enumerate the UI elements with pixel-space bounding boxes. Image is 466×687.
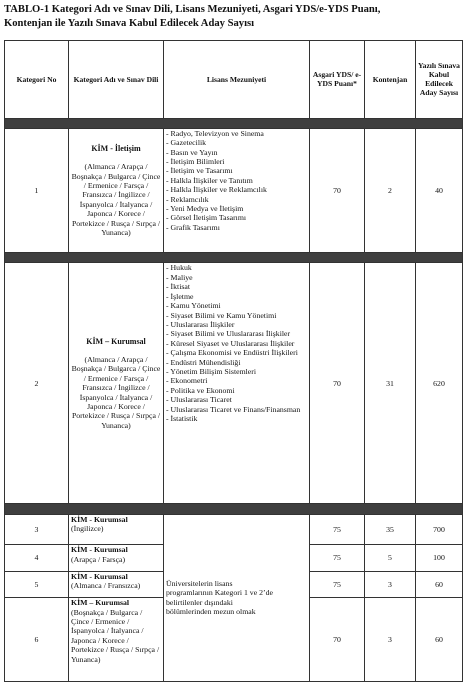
cell-no: 1 xyxy=(5,128,69,253)
lisans-item: - Gazetecilik xyxy=(166,138,307,147)
cell-no: 4 xyxy=(5,545,69,572)
cell-aday: 100 xyxy=(416,545,463,572)
table-row xyxy=(5,263,463,504)
cell-aday: 60 xyxy=(416,598,463,682)
header-lisans: Lisans Mezuniyeti xyxy=(164,41,310,119)
separator xyxy=(5,504,463,514)
lisans-item: - İktisat xyxy=(166,282,307,291)
cell-lisans xyxy=(164,263,310,504)
cell-kontenjan: 31 xyxy=(365,263,416,504)
separator-row xyxy=(5,253,463,263)
cell-no: 2 xyxy=(5,263,69,504)
cell-aday: 620 xyxy=(416,263,463,504)
lisans-list xyxy=(166,263,307,423)
lisans-item: - Uluslararası Ticaret ve Finans/Finansman xyxy=(166,405,307,414)
lisans-item: - İletişim ve Tasarımı xyxy=(166,166,307,175)
kategori-langs: (Almanca / Arapça / Boşnakça / Bulgarca / Çince / Ermenice / Farsça / Fransızca / İngilizce / İspanyolca / İtalyanca / Japonca / Korece / Portekizce / Rusça / Sırpça / Yunanca) xyxy=(71,355,161,430)
lisans-item: - Siyaset Bilimi ve Kamu Yönetimi xyxy=(166,311,307,320)
lisans-item: - Radyo, Televizyon ve Sinema xyxy=(166,129,307,138)
cell-kategori xyxy=(69,545,164,572)
cell-yds: 75 xyxy=(310,514,365,545)
cell-no: 5 xyxy=(5,571,69,598)
table-row xyxy=(5,128,463,253)
lisans-item: - Reklamcılık xyxy=(166,195,307,204)
merged-line: bölümlerinden mezun olmak xyxy=(166,607,256,617)
title-line-2: Kontenjan ile Yazılı Sınava Kabul Edilecek Aday Sayısı xyxy=(4,17,255,29)
cell-no: 6 xyxy=(5,598,69,682)
cell-yds: 70 xyxy=(310,263,365,504)
kategori-langs: (Boşnakça / Bulgarca / Çince / Ermenice / İspanyolca / İtalyanca / Japonca / Korece / Portekizce / Rusça / Sırpça / Yunanca) xyxy=(71,607,160,664)
cell-yds: 70 xyxy=(310,128,365,253)
table-row xyxy=(5,514,463,545)
lisans-item: - Yönetim Bilişim Sistemleri xyxy=(166,367,307,376)
lisans-item: - Endüstri Mühendisliği xyxy=(166,358,307,367)
title-line-1: TABLO-1 Kategori Adı ve Sınav Dili, Lisans Mezuniyeti, Asgari YDS/e-YDS Puanı, xyxy=(4,4,381,15)
kategori-name: KİM - Kurumsal xyxy=(71,571,128,581)
lisans-item: - Kamu Yönetimi xyxy=(166,301,307,310)
lisans-item: - Yeni Medya ve İletişim xyxy=(166,204,307,213)
cell-kategori xyxy=(69,514,164,545)
separator-row xyxy=(5,118,463,128)
cell-kontenjan: 3 xyxy=(365,571,416,598)
cell-kontenjan: 3 xyxy=(365,598,416,682)
cell-kategori xyxy=(69,263,164,504)
lisans-item: - Grafik Tasarımı xyxy=(166,223,307,232)
separator-row xyxy=(5,504,463,514)
lisans-item: - İşletme xyxy=(166,292,307,301)
separator xyxy=(5,118,463,128)
cell-aday: 60 xyxy=(416,571,463,598)
lisans-item: - İstatistik xyxy=(166,414,307,423)
lisans-item: - Küresel Siyaset ve Uluslararası İlişkiler xyxy=(166,339,307,348)
cell-lisans xyxy=(164,128,310,253)
header-kategori-adi: Kategori Adı ve Sınav Dili xyxy=(69,41,164,119)
cell-kategori xyxy=(69,598,164,682)
merged-line: belirtilenler dışındaki xyxy=(166,597,233,607)
kategori-name: KİM - İletişim xyxy=(91,143,141,153)
header-row xyxy=(5,41,463,119)
kategori-langs: (Almanca / Fransızca) xyxy=(71,581,141,591)
lisans-list xyxy=(166,129,307,232)
cell-kategori xyxy=(69,128,164,253)
lisans-item: - İletişim Bilimleri xyxy=(166,157,307,166)
lisans-item: - Görsel İletişim Tasarımı xyxy=(166,213,307,222)
cell-aday: 700 xyxy=(416,514,463,545)
cell-aday: 40 xyxy=(416,128,463,253)
lisans-item: - Siyaset Bilimi ve Uluslararası İlişkiler xyxy=(166,329,307,338)
cell-yds: 75 xyxy=(310,545,365,572)
lisans-item: - Hukuk xyxy=(166,263,307,272)
lisans-item: - Çalışma Ekonomisi ve Endüstri İlişkileri xyxy=(166,348,307,357)
cell-lisans-merged xyxy=(164,514,310,681)
cell-no: 3 xyxy=(5,514,69,545)
lisans-item: - Uluslararası İlişkiler xyxy=(166,320,307,329)
kategori-langs: (Arapça / Farsça) xyxy=(71,554,126,564)
lisans-item: - Halkla İlişkiler ve Tanıtım xyxy=(166,176,307,185)
cell-kontenjan: 2 xyxy=(365,128,416,253)
kategori-name: KİM – Kurumsal xyxy=(71,598,130,608)
lisans-item: - Ekonometri xyxy=(166,376,307,385)
lisans-item: - Maliye xyxy=(166,273,307,282)
cell-kontenjan: 35 xyxy=(365,514,416,545)
kategori-name: KİM - Kurumsal xyxy=(71,514,128,524)
kategori-name: KİM – Kurumsal xyxy=(86,336,146,346)
lisans-item: - Politika ve Ekonomi xyxy=(166,386,307,395)
cell-kategori xyxy=(69,571,164,598)
merged-line: programlarının Kategori 1 ve 2’de xyxy=(166,588,273,598)
category-table xyxy=(4,40,463,682)
separator xyxy=(5,253,463,263)
lisans-item: - Uluslararası Ticaret xyxy=(166,395,307,404)
cell-yds: 70 xyxy=(310,598,365,682)
cell-kontenjan: 5 xyxy=(365,545,416,572)
header-kontenjan: Kontenjan xyxy=(365,41,416,119)
header-yds: Asgari YDS/ e-YDS Puanı* xyxy=(310,41,365,119)
kategori-langs: (Almanca / Arapça / Boşnakça / Bulgarca / Çince / Ermenice / Farsça / Fransızca / İngilizce / İspanyolca / İtalyanca / Japonca / Korece / Portekizce / Rusça / Sırpça / Yunanca) xyxy=(71,162,161,237)
header-kategori-no: Kategori No xyxy=(5,41,69,119)
merged-line: Üniversitelerin lisans xyxy=(166,578,233,588)
lisans-item: - Basın ve Yayın xyxy=(166,148,307,157)
table-title xyxy=(4,3,462,30)
cell-yds: 75 xyxy=(310,571,365,598)
kategori-name: KİM - Kurumsal xyxy=(71,545,128,555)
header-aday: Yazılı Sınava Kabul Edilecek Aday Sayısı xyxy=(416,41,463,119)
kategori-langs: (İngilizce) xyxy=(71,523,104,533)
lisans-item: - Halkla İlişkiler ve Reklamcılık xyxy=(166,185,307,194)
